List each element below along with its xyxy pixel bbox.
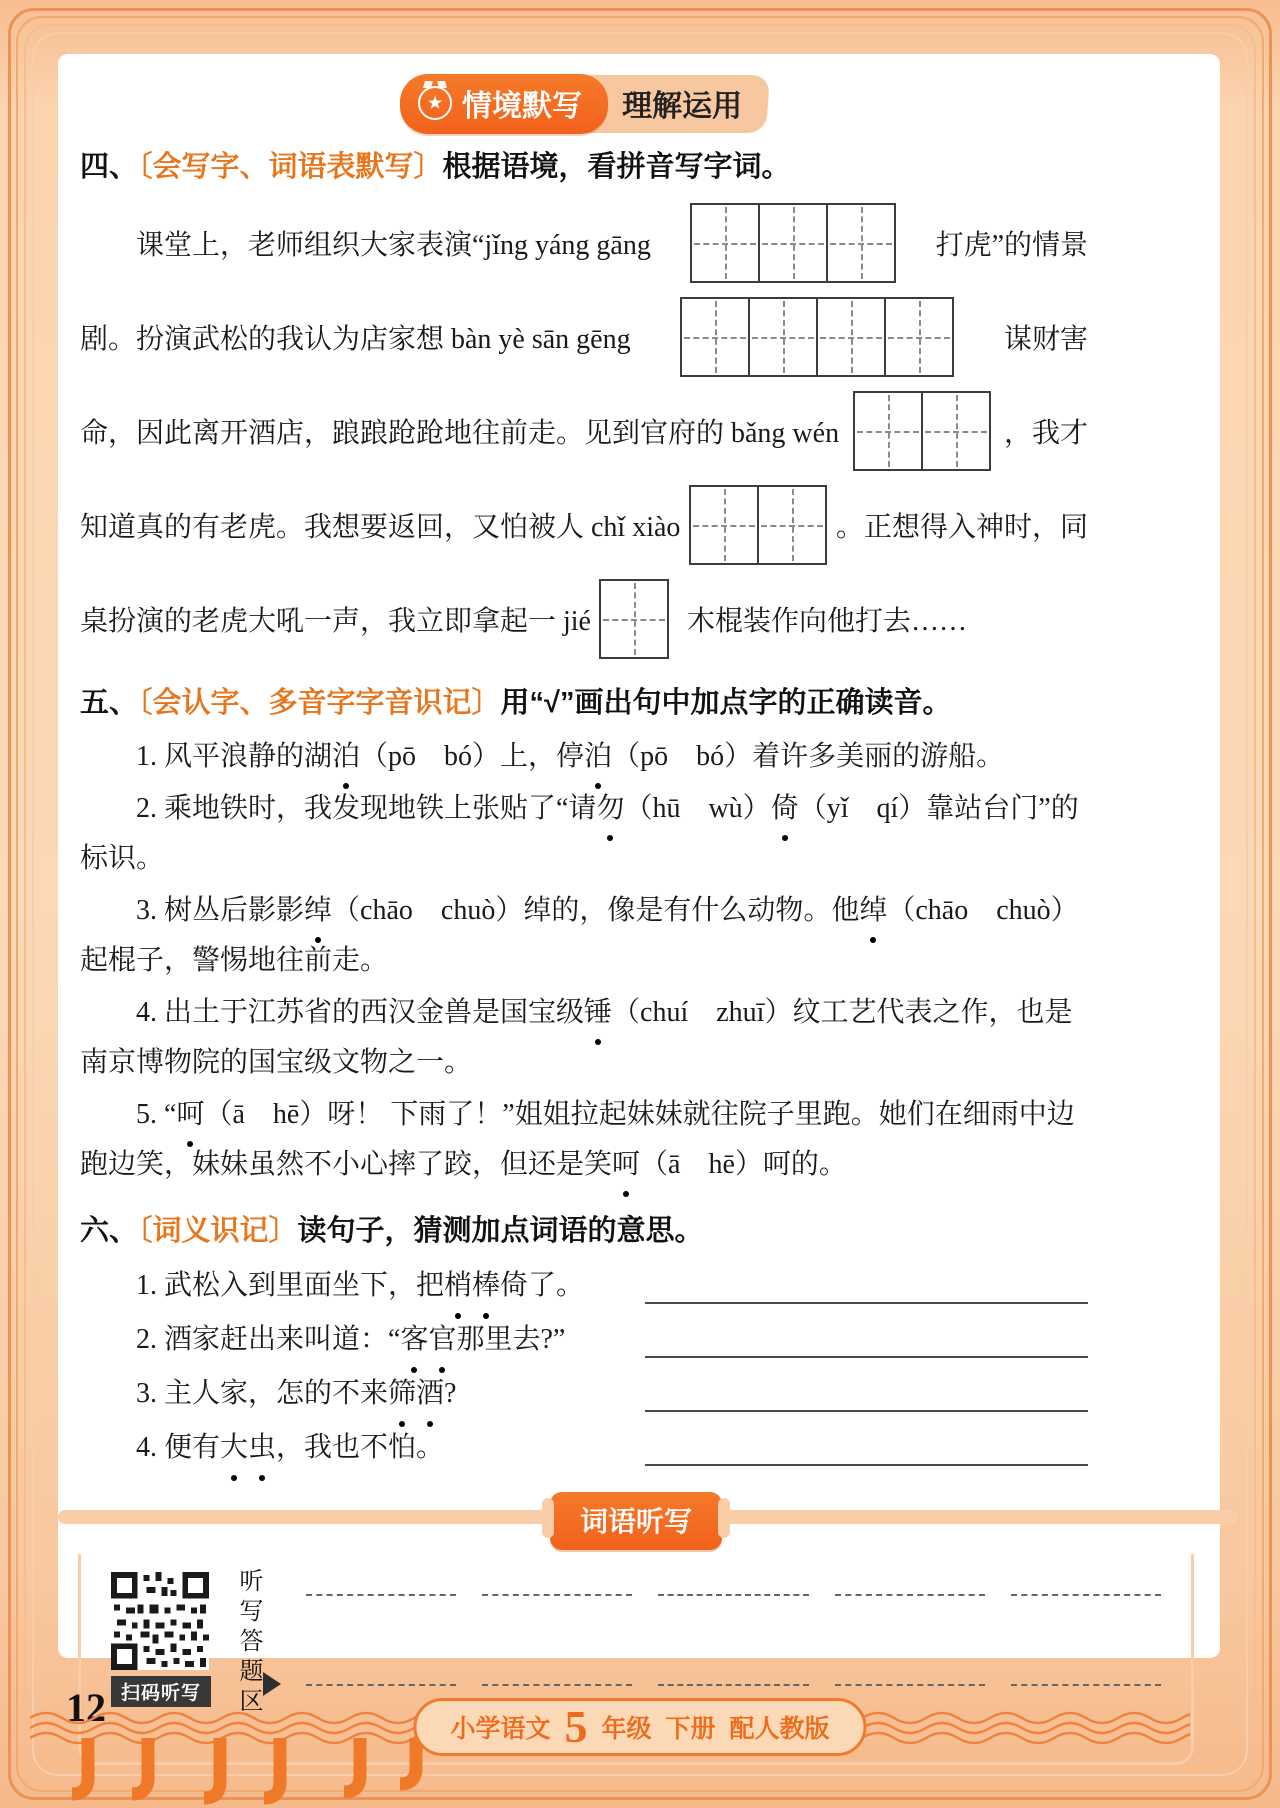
pronunciation-item: 2. 乘地铁时，我发现地铁上张贴了“请勿（hū wù）倚（yǐ qí）靠站台门”的标识。 bbox=[80, 784, 1088, 884]
section6-skill-label: 〔词义识记〕 bbox=[138, 1215, 298, 1247]
section6-title: 读句子，猜测加点词语的意思。 bbox=[297, 1215, 704, 1247]
dictation-tab: 词语听写 bbox=[550, 1492, 722, 1550]
badge-tagline: 理解运用 bbox=[580, 75, 770, 133]
answer-blank-line[interactable] bbox=[645, 1370, 1088, 1412]
writing-box[interactable] bbox=[680, 297, 750, 377]
writing-box[interactable] bbox=[757, 485, 827, 565]
dotted-character: 酒 bbox=[416, 1368, 444, 1420]
section6-index: 六、 bbox=[80, 1215, 139, 1247]
pronunciation-item: 4. 出土于江苏省的西汉金兽是国宝级锤（chuí zhuī）纹工艺代表之作，也是南京博物院的国宝级文物之一。 bbox=[80, 988, 1088, 1088]
writing-box[interactable] bbox=[826, 203, 896, 283]
pronunciation-item: 1. 风平浪静的湖泊（pō bó）上，停泊（pō bó）着许多美丽的游船。 bbox=[80, 732, 1088, 782]
dotted-character: 倚 bbox=[771, 784, 799, 834]
writing-box-group[interactable] bbox=[689, 485, 827, 565]
medal-icon: ★ bbox=[418, 86, 452, 120]
dictation-area-label: 听写答题区 bbox=[235, 1568, 262, 1718]
page-number: 12 bbox=[66, 1685, 106, 1730]
dotted-character: 绰 bbox=[304, 886, 332, 936]
dotted-character: 泊 bbox=[584, 732, 612, 782]
answer-blank-line[interactable] bbox=[645, 1316, 1088, 1358]
grade-number: 5 bbox=[564, 1701, 588, 1752]
dotted-character: 虫 bbox=[248, 1422, 276, 1474]
pinyin-line bbox=[80, 384, 1088, 478]
dotted-character: 绰 bbox=[859, 886, 887, 936]
writing-box[interactable] bbox=[690, 203, 760, 283]
dotted-character: 大 bbox=[220, 1422, 248, 1474]
sentence-text: 3. 主人家，怎的不来筛酒? bbox=[80, 1368, 645, 1420]
edition-capsule bbox=[413, 1698, 866, 1756]
section5-items bbox=[80, 732, 1088, 1190]
pronunciation-item: 5. “呵（ā hē）呀！ 下雨了！”姐姐拉起妹妹就往院子里跑。她们在细雨中边跑边笑，妹妹虽然不小心摔了跤，但还是笑呵（ā hē）呵的。 bbox=[80, 1090, 1088, 1190]
writing-box[interactable] bbox=[748, 297, 818, 377]
writing-box[interactable] bbox=[758, 203, 828, 283]
dotted-character: 呵 bbox=[612, 1140, 640, 1190]
series-label: 小学语文 bbox=[450, 1715, 551, 1743]
sentence-text: 4. 便有大虫，我也不怕。 bbox=[80, 1422, 645, 1474]
dotted-character: 梢 bbox=[444, 1260, 472, 1312]
page-footer bbox=[0, 1658, 1280, 1808]
dictation-blank[interactable] bbox=[658, 1580, 808, 1596]
section5-heading bbox=[80, 680, 1088, 726]
section6-items bbox=[80, 1260, 1088, 1474]
dotted-character: 勿 bbox=[596, 784, 624, 834]
section5-title: 用“√”画出句中加点字的正确读音。 bbox=[500, 687, 952, 719]
section4-title: 根据语境，看拼音写字词。 bbox=[442, 151, 791, 183]
section4-skill-label: 〔会写字、词语表默写〕 bbox=[138, 151, 443, 183]
writing-box-group[interactable] bbox=[599, 579, 669, 659]
grade-suffix: 年级 bbox=[601, 1715, 652, 1743]
writing-box[interactable] bbox=[853, 391, 923, 471]
pinyin-line bbox=[80, 572, 1088, 666]
word-meaning-item bbox=[80, 1260, 1088, 1312]
badge-label: 情境默写 bbox=[462, 90, 582, 123]
sentence-text: 2. 酒家赶出来叫道：“客官那里去?” bbox=[80, 1314, 645, 1366]
writing-box[interactable] bbox=[689, 485, 759, 565]
pinyin-line bbox=[80, 478, 1088, 572]
dotted-character: 客 bbox=[400, 1314, 428, 1366]
line-text-after: 。正想得入神时，同 bbox=[835, 512, 1088, 543]
writing-box[interactable] bbox=[884, 297, 954, 377]
header bbox=[80, 74, 1088, 134]
line-text-before: 知道真的有老虎。我想要返回，又怕被人 chǐ xiào bbox=[80, 512, 681, 543]
dotted-character: 锤 bbox=[584, 988, 612, 1038]
writing-box[interactable] bbox=[816, 297, 886, 377]
dictation-blank[interactable] bbox=[835, 1580, 985, 1596]
edition-label: 配人教版 bbox=[729, 1715, 830, 1743]
line-text-before: 课堂上，老师组织大家表演“jǐng yáng gāng bbox=[136, 230, 651, 261]
dotted-character: 官 bbox=[428, 1314, 456, 1366]
pinyin-line bbox=[80, 290, 1088, 384]
line-text-after: 木棍装作向他打去…… bbox=[687, 606, 968, 637]
writing-box-group[interactable] bbox=[853, 391, 991, 471]
word-meaning-item bbox=[80, 1368, 1088, 1420]
scan-to-dictate-label: 扫码听写 bbox=[111, 1676, 211, 1707]
writing-box-group[interactable] bbox=[680, 297, 954, 377]
dotted-character: 棒 bbox=[472, 1260, 500, 1312]
writing-box[interactable] bbox=[921, 391, 991, 471]
section4-heading bbox=[80, 144, 1088, 190]
answer-blank-line[interactable] bbox=[645, 1262, 1088, 1304]
line-text-before: 桌扮演的老虎大吼一声，我立即拿起一 jié bbox=[80, 606, 591, 637]
volume-label: 下册 bbox=[665, 1715, 716, 1743]
word-meaning-item bbox=[80, 1314, 1088, 1366]
line-text-after: 打虎”的情景 bbox=[935, 230, 1088, 261]
sentence-text: 1. 武松入到里面坐下，把梢棒倚了。 bbox=[80, 1260, 645, 1312]
section6-heading bbox=[80, 1208, 1088, 1254]
dotted-character: 呵 bbox=[176, 1090, 204, 1140]
line-text-before: 命，因此离开酒店，踉踉跄跄地往前走。见到官府的 bǎng wén bbox=[80, 418, 840, 449]
writing-box-group[interactable] bbox=[690, 203, 896, 283]
section5-index: 五、 bbox=[80, 687, 139, 719]
dictation-blank[interactable] bbox=[1011, 1580, 1161, 1596]
pinyin-paragraph bbox=[80, 196, 1088, 666]
answer-blank-line[interactable] bbox=[645, 1424, 1088, 1466]
dictation-blank[interactable] bbox=[306, 1580, 456, 1596]
dotted-character: 泊 bbox=[332, 732, 360, 782]
dictation-blank[interactable] bbox=[482, 1580, 632, 1596]
line-text-after: ，我才 bbox=[1003, 418, 1088, 449]
section-badge bbox=[400, 74, 608, 134]
writing-box[interactable] bbox=[599, 579, 669, 659]
hook-decoration bbox=[60, 1738, 480, 1808]
section4-index: 四、 bbox=[80, 151, 139, 183]
line-text-before: 剧。扮演武松的我认为店家想 bàn yè sān gēng bbox=[80, 324, 631, 355]
line-text-after: 谋财害 bbox=[1003, 324, 1088, 355]
word-meaning-item bbox=[80, 1422, 1088, 1474]
pinyin-line bbox=[80, 196, 1088, 290]
dictation-row bbox=[306, 1580, 1161, 1596]
dotted-character: 筛 bbox=[388, 1368, 416, 1420]
section5-skill-label: 〔会认字、多音字字音识记〕 bbox=[138, 687, 501, 719]
qr-code bbox=[111, 1572, 209, 1670]
pronunciation-item: 3. 树丛后影影绰（chāo chuò）绰的，像是有什么动物。他绰（chāo chuò）起棍子，警惕地往前走。 bbox=[80, 886, 1088, 986]
dictation-banner bbox=[80, 1492, 1088, 1548]
